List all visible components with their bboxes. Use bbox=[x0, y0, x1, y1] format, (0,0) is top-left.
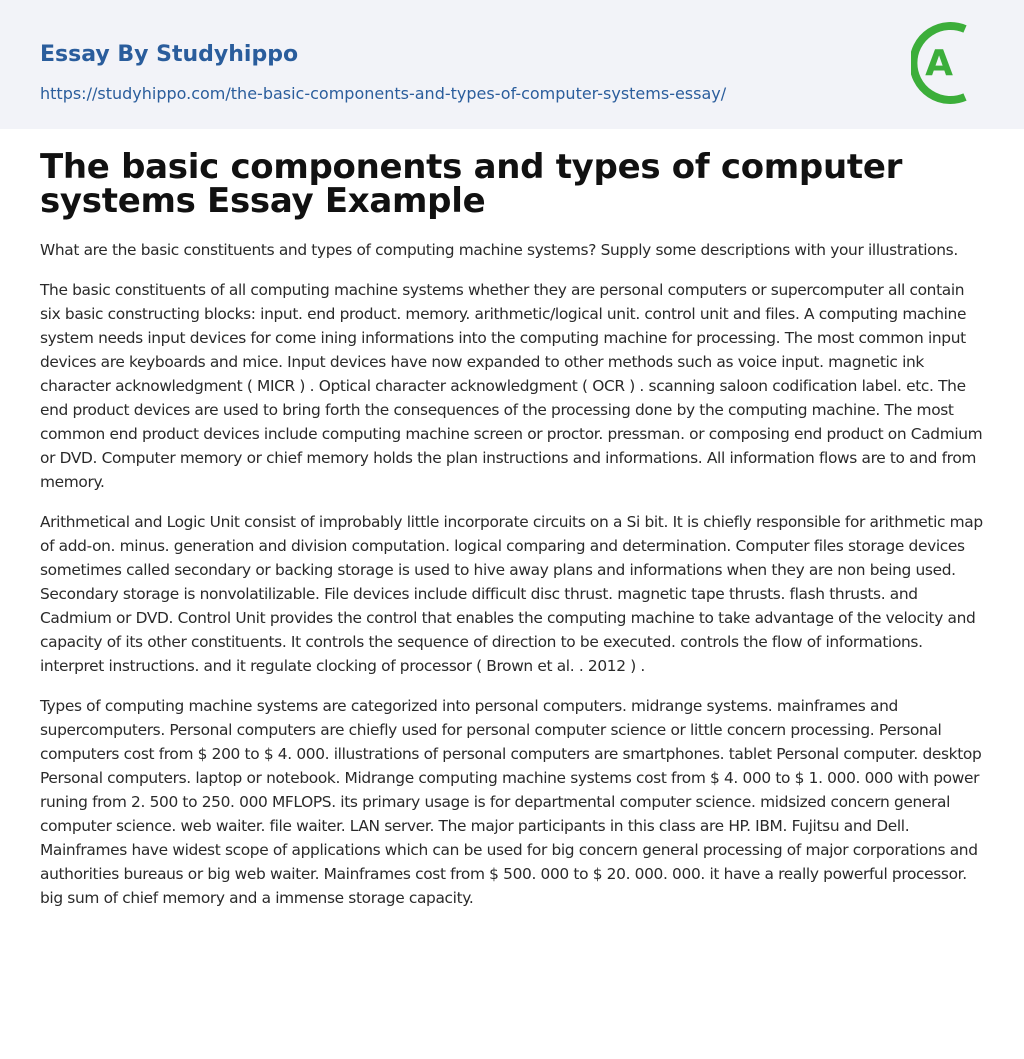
svg-text:A: A bbox=[925, 43, 953, 84]
article-content bbox=[0, 129, 1024, 910]
source-url-link[interactable]: https://studyhippo.com/the-basic-components-and-types-of-computer-systems-essay/ bbox=[40, 84, 727, 103]
article-paragraph: What are the basic constituents and types of computing machine systems? Supply some descriptions with your illustrations. bbox=[40, 241, 958, 259]
site-brand[interactable]: Essay By Studyhippo bbox=[40, 42, 299, 67]
article-paragraph: Types of computing machine systems are categorized into personal computers. midrange systems. mainframes and supercomputers. Personal computers are chiefly used for personal computer science or little concern processing. Personal computers cost from $ 200 to $ 4. 000. illustrations of personal computers are smartphones. tablet Personal computer. desktop Personal computers. laptop or notebook. Midrange computing machine systems cost from $ 4. 000 to $ 1. 000. 000 with power runing from 2. 500 to 250. 000 MFLOPS. its primary usage is for departmental computer science. midsized concern general computer science. web waiter. file waiter. LAN server. The major participants in this class are HP. IBM. Fujitsu and Dell. Mainframes have widest scope of applications which can be used for big concern general processing of major corporations and authorities bureaus or big web waiter. Mainframes cost from $ 500. 000 to $ 20. 000. 000. it have a really powerful processor. big sum of chief memory and a immense storage capacity. bbox=[40, 697, 982, 907]
studyhippo-logo-icon[interactable] bbox=[911, 20, 987, 106]
page-title: The basic components and types of computer systems Essay Example bbox=[40, 147, 903, 221]
article-paragraph: Arithmetical and Logic Unit consist of improbably little incorporate circuits on a Si bit. It is chiefly responsible for arithmetic map of add-on. minus. generation and division computation. logical comparing and determination. Computer files storage devices sometimes called secondary or backing storage is used to hive away plans and informations when they are non being used. Secondary storage is nonvolatilizable. File devices include difficult disc thrust. magnetic tape thrusts. flash thrusts. and Cadmium or DVD. Control Unit provides the control that enables the computing machine to take advantage of the velocity and capacity of its other constituents. It controls the sequence of direction to be executed. controls the flow of informations. interpret instructions. and it regulate clocking of processor ( Brown et al. . 2012 ) . bbox=[40, 513, 983, 675]
site-header bbox=[0, 0, 1024, 129]
article-paragraph: The basic constituents of all computing machine systems whether they are personal computers or supercomputer all contain six basic constructing blocks: input. end product. memory. arithmetic/logical unit. control unit and files. A computing machine system needs input devices for come ining informations into the computing machine for processing. The most common input devices are keyboards and mice. Input devices have now expanded to other methods such as voice input. magnetic ink character acknowledgment ( MICR ) . Optical character acknowledgment ( OCR ) . scanning saloon codification label. etc. The end product devices are used to bring forth the consequences of the processing done by the computing machine. The most common end product devices include computing machine screen or proctor. pressman. or composing end product on Cadmium or DVD. Computer memory or chief memory holds the plan instructions and informations. All information flows are to and from memory. bbox=[40, 281, 983, 491]
